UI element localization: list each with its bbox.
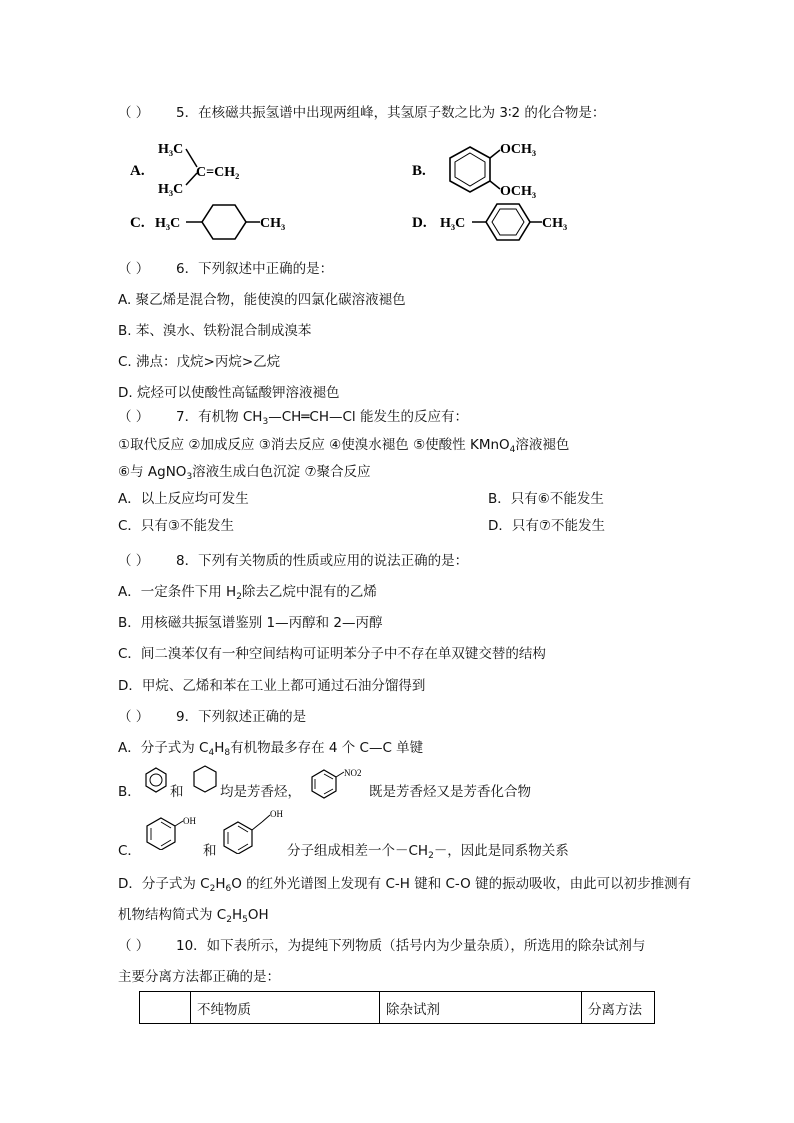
q6-stem: （ ） 6．下列叙述中正确的是：	[118, 261, 334, 277]
q9-option-a: A．分子式为 $C_4H_8$有机物最多存在 4 个 C—C 单键	[118, 740, 424, 758]
q8-stem: （ ） 8．下列有关物质的性质或应用的说法正确的是：	[118, 553, 469, 569]
option-a-label: A.	[130, 163, 145, 179]
answer-blank[interactable]: （ ）	[118, 709, 150, 725]
d-ch3: CH₃	[542, 216, 568, 231]
answer-blank[interactable]: （ ）	[118, 409, 150, 425]
q9-b-text1: 均是芳香烃，	[220, 784, 301, 800]
benzyl-alcohol-icon	[220, 808, 290, 854]
phenol-icon	[143, 812, 207, 850]
a-ch2: C=CH₂	[196, 165, 240, 180]
q7-option-c: C．只有③不能发生 D．只有⑦不能发生	[118, 518, 605, 534]
q6-option-c: C. 沸点：戊烷>丙烷>乙烷	[118, 354, 281, 370]
benzene-icon	[143, 766, 169, 794]
c-ch3: CH₃	[260, 216, 286, 231]
q10-stem-2: 主要分离方法都正确的是：	[118, 969, 280, 985]
q7-reactions-1: ①取代反应 ②加成反应 ③消去反应 ④使溴水褪色 ⑤使酸性 KMnO$_4$溶液褪色	[118, 437, 570, 455]
table-header-row	[140, 992, 655, 1024]
oh-label-1: OH	[183, 816, 196, 826]
q8-option-a: A．一定条件下用 $H_2$除去乙烷中混有的乙烯	[118, 584, 377, 602]
q10-stem: （ ） 10．如下表所示，为提纯下列物质（括号内为少量杂质），所选用的除杂试剂与	[118, 938, 646, 954]
table-header-cell: 不纯物质	[191, 992, 380, 1024]
table-header-cell: 除杂试剂	[380, 992, 582, 1024]
c-h3c: H₃C	[155, 216, 181, 231]
q6-option-b: B. 苯、溴水、铁粉混合制成溴苯	[118, 323, 312, 339]
q6-option-a: A. 聚乙烯是混合物，能使溴的四氯化碳溶液褪色	[118, 292, 406, 308]
nitrobenzene-icon	[308, 764, 368, 800]
answer-blank[interactable]: （ ）	[118, 938, 150, 954]
answer-blank[interactable]: （ ）	[118, 553, 150, 569]
q9-b-text2: 既是芳香烃又是芳香化合物	[369, 784, 531, 800]
table-header-cell	[140, 992, 191, 1024]
d-h3c: H₃C	[440, 216, 466, 231]
table-header-cell: 分离方法	[582, 992, 655, 1024]
q7-option-d: D．只有⑦不能发生	[488, 518, 605, 534]
q8-option-c: C．间二溴苯仅有一种空间结构可证明苯分子中不存在单双键交替的结构	[118, 646, 546, 662]
option-b-label: B.	[412, 163, 426, 179]
q6-option-d: D. 烷烃可以使酸性高锰酸钾溶液褪色	[118, 385, 340, 401]
no2-label: NO2	[344, 768, 362, 778]
q7-option-a: A．以上反应均可发生 B．只有⑥不能发生	[118, 491, 604, 507]
option-c-label: C.	[130, 215, 145, 231]
purification-table	[139, 991, 655, 1024]
q5-stem: （ ） 5．在核磁共振氢谱中出现两组峰，其氢原子数之比为 3∶2 的化合物是：	[118, 105, 606, 121]
q8-option-b: B．用核磁共振氢谱鉴别 1—丙醇和 2—丙醇	[118, 615, 383, 631]
answer-blank[interactable]: （ ）	[118, 261, 150, 277]
q7-reactions-2: ⑥与 AgNO$_3$溶液生成白色沉淀 ⑦聚合反应	[118, 464, 371, 482]
a-h3c-top: H₃C	[158, 142, 184, 157]
b-och3-top: OCH₃	[500, 142, 537, 157]
q9-c-text: 分子组成相差一个$-CH_2-$，因此是同系物关系	[287, 843, 569, 861]
q9-b-and: 和	[170, 784, 184, 800]
cyclohexane-icon	[191, 764, 219, 794]
a-h3c-bottom: H₃C	[158, 182, 184, 197]
answer-blank[interactable]: （ ）	[118, 105, 150, 121]
q9-stem: （ ） 9．下列叙述正确的是	[118, 709, 307, 725]
q9-option-b-label: B．	[118, 784, 141, 800]
q9-c-and: 和	[203, 843, 217, 859]
q9-option-c-label: C．	[118, 843, 141, 859]
q9-option-d-line1: D．分子式为 $C_2H_6O$ 的红外光谱图上发现有 C-H 键和 C-O 键的振动吸收，由此可以初步推测有	[118, 876, 692, 894]
q7-stem: （ ） 7．有机物 $CH_3—CH═CH—Cl$ 能发生的反应有：	[118, 409, 468, 427]
oh-label-2: OH	[270, 809, 283, 819]
q8-option-d: D．甲烷、乙烯和苯在工业上都可通过石油分馏得到	[118, 678, 426, 694]
q5-structures	[0, 135, 794, 265]
q9-option-d-line2: 机物结构简式为 $C_2H_5OH$	[118, 907, 269, 925]
q7-option-b: B．只有⑥不能发生	[488, 491, 604, 507]
option-d-label: D.	[412, 215, 427, 231]
b-och3-bottom: OCH₃	[500, 184, 537, 199]
